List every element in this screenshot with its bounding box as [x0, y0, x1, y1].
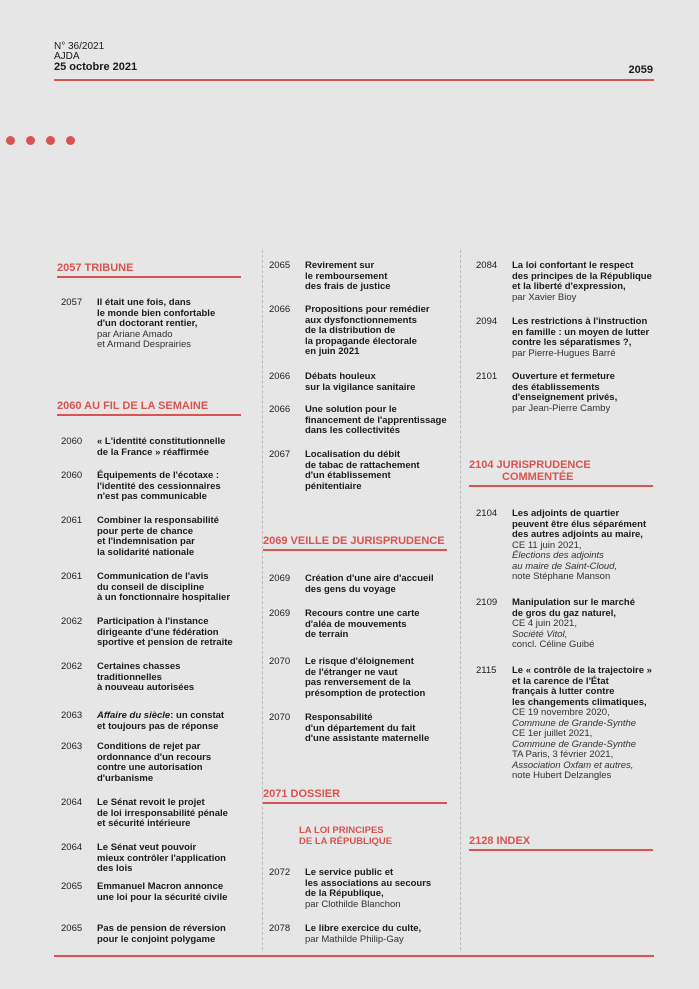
entry-author-line: par Jean-Pierre Camby [512, 402, 611, 414]
entry-title-line: Le libre exercice du culte, [305, 923, 422, 934]
entry-title-line: d'une assistante maternelle [305, 733, 430, 744]
entry-page-number: 2062 [61, 661, 83, 672]
entry-title-line: des établissements [512, 381, 600, 393]
entry-title-line: le monde bien confortable [97, 307, 216, 319]
entry-page-number: 2104 [476, 508, 498, 519]
entry-title-line: et toujours pas de réponse [97, 720, 219, 732]
entry-title-line: des frais de justice [305, 281, 391, 292]
entry-page-number: 2094 [476, 316, 498, 327]
entry-page-number: 2115 [476, 665, 497, 676]
toc-entry[interactable] [61, 711, 251, 732]
toc-entry[interactable] [61, 662, 251, 694]
entry-title-line: Les restrictions à l'instruction [512, 316, 648, 327]
entry-title-line: Le « contrôle de la trajectoire » [512, 665, 652, 676]
page-header [54, 42, 137, 72]
section-dossier[interactable]: 2071 DOSSIER [263, 788, 447, 804]
entry-body [97, 298, 251, 351]
entry-page-number: 2063 [61, 710, 83, 721]
toc-entry[interactable] [269, 713, 459, 745]
entry-body [97, 662, 251, 694]
entry-title-line: pour le conjoint polygame [97, 933, 216, 945]
toc-entry[interactable] [269, 261, 459, 293]
toc-entry[interactable] [61, 882, 251, 903]
entry-title-line: à nouveau autorisées [97, 682, 195, 693]
entry-title-line: d'un département du fait [305, 722, 416, 734]
entry-page-number: 2066 [269, 304, 291, 315]
entry-case-name: Élections des adjoints [512, 550, 604, 561]
entry-title-line: d'un doctorant rentier, [97, 318, 198, 329]
entry-title-line: d'aléa de mouvements [305, 618, 407, 630]
entry-page-number: 2072 [269, 867, 291, 878]
entry-body [97, 711, 251, 732]
toc-entry[interactable] [61, 298, 251, 351]
entry-page-number: 2084 [476, 260, 498, 271]
entry-title-line: Pas de pension de réversion [97, 923, 226, 934]
entry-body [97, 798, 251, 830]
top-rule [54, 79, 654, 81]
entry-page-number: 2066 [269, 404, 291, 415]
entry-title-line: Ouverture et fermeture [512, 371, 615, 382]
entry-title-line: et la liberté d'expression, [512, 281, 626, 292]
decorative-dots [6, 136, 75, 145]
entry-title-line: mieux contrôler l'application [97, 852, 226, 864]
entry-author-line: par Mathilde Philip-Gay [305, 933, 404, 945]
entry-page-number: 2065 [61, 881, 83, 892]
toc-entry[interactable] [476, 317, 666, 359]
entry-body [305, 261, 459, 293]
entry-title-line: le remboursement [305, 270, 388, 282]
entry-title-line: français à lutter contre [512, 686, 615, 697]
section-semaine[interactable]: 2060 AU FIL DE LA SEMAINE [57, 400, 241, 416]
toc-entry[interactable] [269, 657, 459, 699]
entry-author-line: par Clothilde Blanchon [305, 898, 401, 910]
entry-title-line: Une solution pour le [305, 404, 397, 415]
entry-title-line: Emmanuel Macron annonce [97, 881, 224, 892]
journal-name: AJDA [54, 51, 80, 62]
entry-body [97, 882, 251, 903]
entry-page-number: 2101 [476, 371, 498, 382]
entry-page-number: 2064 [61, 842, 83, 853]
entry-title-line: pour perte de chance [97, 525, 194, 537]
entry-body [512, 666, 666, 782]
entry-page-number: 2070 [269, 712, 291, 723]
entry-title-line: en famille : un moyen de lutter [512, 326, 650, 338]
dot-icon [6, 136, 15, 145]
entry-title-line: Il était une fois, dans [97, 297, 191, 308]
entry-page-number: 2062 [61, 616, 83, 627]
entry-page-number: 2078 [269, 923, 291, 934]
entry-body [97, 742, 251, 784]
section-jurisprudence-line1: 2104 JURISPRUDENCE [469, 459, 591, 471]
toc-entry[interactable] [61, 742, 251, 784]
entry-title-line: Participation à l'instance [97, 616, 209, 627]
entry-title-line: des gens du voyage [305, 583, 396, 595]
entry-title-line: sportive et pension de retraite [97, 637, 233, 648]
toc-entry[interactable] [269, 405, 459, 437]
entry-page-number: 2064 [61, 797, 83, 808]
toc-entry[interactable] [476, 509, 666, 583]
section-index[interactable]: 2128 INDEX [469, 835, 653, 851]
entry-author-line: note Stéphane Manson [512, 571, 611, 582]
entry-title-line: en juin 2021 [305, 346, 360, 357]
entry-body [97, 843, 251, 875]
entry-author-line: par Xavier Bioy [512, 291, 577, 303]
entry-title-line: « L'identité constitutionnelle [97, 436, 226, 447]
entry-author-line: CE 4 juin 2021, [512, 618, 577, 629]
entry-title-line: Le risque d'éloignement [305, 656, 414, 667]
toc-entry[interactable] [269, 372, 459, 393]
entry-author-line: CE 1er juillet 2021, [512, 728, 593, 739]
toc-entry[interactable] [61, 617, 251, 649]
entry-title-line: la propagande électorale [305, 335, 417, 347]
entry-title-line: une loi pour la sécurité civile [97, 891, 228, 903]
entry-title-line: Recours contre une carte [305, 608, 420, 619]
entry-page-number: 2065 [269, 260, 291, 271]
entry-body [305, 924, 459, 945]
entry-title-line: et la carence de l'État [512, 675, 609, 687]
section-tribune[interactable]: 2057 TRIBUNE [57, 262, 241, 278]
page-number: 2059 [628, 64, 653, 76]
entry-title-line: des lois [97, 863, 133, 874]
entry-author-line: par Pierre-Hugues Barré [512, 347, 616, 359]
entry-title-line: l'identité des cessionnaires [97, 480, 221, 492]
toc-entry[interactable] [269, 574, 459, 595]
entry-page-number: 2069 [269, 608, 291, 619]
entry-page-number: 2063 [61, 741, 83, 752]
entry-page-number: 2061 [61, 515, 83, 526]
entry-body [97, 516, 251, 558]
entry-body [305, 450, 459, 492]
entry-title-line: n'est pas communicable [97, 491, 207, 502]
dossier-subtitle-line: DE LA RÉPUBLIQUE [299, 836, 393, 847]
toc-entry[interactable] [61, 437, 251, 458]
entry-body [97, 471, 251, 503]
entry-author-line: et Armand Desprairies [97, 339, 191, 350]
entry-author-line: par Ariane Amado [97, 328, 173, 340]
entry-body [512, 598, 666, 651]
entry-body [97, 572, 251, 604]
entry-title-line: Combiner la responsabilité [97, 515, 219, 526]
entry-title-line: ordonnance d'un recours [97, 751, 212, 763]
entry-title-line: Création d'une aire d'accueil [305, 573, 434, 584]
entry-author-line: CE 11 juin 2021, [512, 539, 582, 551]
entry-title-line: à un fonctionnaire hospitalier [97, 592, 231, 603]
entry-page-number: 2069 [269, 573, 291, 584]
entry-body [97, 437, 251, 458]
section-veille[interactable]: 2069 VEILLE DE JURISPRUDENCE [263, 535, 447, 551]
dot-icon [66, 136, 75, 145]
entry-body [305, 405, 459, 437]
entry-title-line: Communication de l'avis [97, 571, 209, 582]
entry-body [512, 261, 666, 303]
entry-title-line: dans les collectivités [305, 425, 401, 436]
entry-body [512, 509, 666, 583]
entry-title-line: Revirement sur [305, 260, 375, 271]
toc-entry[interactable] [61, 843, 251, 875]
entry-body [97, 924, 251, 945]
entry-title-line: de tabac de rattachement [305, 459, 420, 471]
entry-body [305, 574, 459, 595]
toc-entry[interactable] [476, 598, 666, 651]
entry-title-line: et sécurité intérieure [97, 818, 191, 829]
entry-title-line: présomption de protection [305, 687, 426, 699]
entry-title-line: traditionnelles [97, 671, 162, 683]
toc-entry[interactable] [269, 450, 459, 492]
toc-entry[interactable] [269, 868, 459, 910]
entry-title-line: Équipements de l'écotaxe : [97, 470, 220, 481]
entry-author-line: note Hubert Delzangles [512, 770, 612, 781]
entry-title-line: La loi confortant le respect [512, 260, 634, 271]
entry-title-line: de terrain [305, 629, 349, 640]
entry-title-line: financement de l'apprentissage [305, 414, 447, 426]
entry-title-line: Le Sénat revoit le projet [97, 797, 205, 808]
entry-title-line: et l'indemnisation par [97, 536, 195, 547]
entry-title-line: des principes de la République [512, 270, 652, 282]
entry-title-line: Propositions pour remédier [305, 304, 430, 315]
entry-title-line: la solidarité nationale [97, 546, 195, 558]
entry-title-line: sur la vigilance sanitaire [305, 381, 416, 393]
bottom-rule [54, 955, 654, 957]
toc-entry[interactable] [61, 924, 251, 945]
entry-title-line: Conditions de rejet par [97, 741, 201, 752]
entry-page-number: 2060 [61, 470, 83, 481]
entry-title-line: les changements climatiques, [512, 696, 647, 708]
entry-page-number: 2067 [269, 449, 291, 460]
issue-date: 25 octobre 2021 [54, 61, 138, 73]
entry-body [305, 868, 459, 910]
toc-entry[interactable] [269, 609, 459, 641]
entry-title-line: peuvent être élus séparément [512, 518, 647, 530]
entry-body [512, 317, 666, 359]
entry-body [512, 372, 666, 414]
entry-page-number: 2066 [269, 371, 291, 382]
entry-title-line: Les adjoints de quartier [512, 508, 620, 519]
issue-number: N° 36/2021 [54, 41, 105, 52]
entry-page-number: 2065 [61, 923, 83, 934]
entry-body [305, 305, 459, 358]
entry-title-line: Le Sénat veut pouvoir [97, 842, 197, 853]
entry-title-line: de loi irresponsabilité pénale [97, 807, 228, 819]
dot-icon [26, 136, 35, 145]
entry-title-rest: : un constat [170, 710, 225, 721]
entry-case-name: Commune de Grande-Synthe [512, 717, 637, 729]
entry-page-number: 2061 [61, 571, 83, 582]
entry-title-line: Manipulation sur le marché [512, 597, 635, 608]
entry-title-line: d'un établissement [305, 470, 391, 481]
entry-body [305, 372, 459, 393]
entry-title-line: les associations au secours [305, 877, 432, 889]
entry-title-line: pas renversement de la [305, 677, 411, 688]
section-jurisprudence-line2: COMMENTÉE [502, 471, 574, 483]
entry-body [305, 713, 459, 745]
dot-icon [46, 136, 55, 145]
entry-title-line: aux dysfonctionnements [305, 314, 417, 326]
entry-title-line: de l'étranger ne vaut [305, 666, 398, 678]
entry-title-line: Localisation du débit [305, 449, 401, 460]
entry-title-line: Responsabilité [305, 712, 373, 723]
entry-title-line: d'urbanisme [97, 772, 154, 784]
entry-case-name: au maire de Saint-Cloud, [512, 560, 618, 572]
entry-title-line: contre les séparatismes ?, [512, 337, 632, 348]
entry-title-line: Débats houleux [305, 371, 376, 382]
dossier-subtitle-line: LA LOI PRINCIPES [299, 825, 384, 836]
entry-author-line: concl. Céline Guibé [512, 639, 595, 650]
toc-entry[interactable] [61, 471, 251, 503]
entry-title-line: de la distribution de [305, 325, 396, 336]
column-divider [262, 250, 264, 950]
entry-body [305, 609, 459, 641]
entry-case-name: Société Vitol, [512, 628, 568, 640]
entry-page-number: 2070 [269, 656, 291, 667]
entry-title-line: d'enseignement privés, [512, 392, 618, 403]
entry-page-number: 2109 [476, 597, 498, 608]
toc-entry[interactable] [269, 924, 459, 945]
entry-page-number: 2057 [61, 297, 83, 308]
entry-title-line: de gros du gaz naturel, [512, 607, 616, 619]
entry-author-line: CE 19 novembre 2020, [512, 707, 610, 718]
entry-title-line: Certaines chasses [97, 661, 181, 672]
column-divider [460, 250, 462, 950]
entry-title-line [97, 711, 251, 722]
entry-body [97, 617, 251, 649]
entry-page-number: 2060 [61, 436, 83, 447]
entry-title-line: dirigeante d'une fédération [97, 626, 219, 638]
entry-title-line: contre une autorisation [97, 762, 203, 773]
toc-entry[interactable] [61, 572, 251, 604]
entry-case-name: Commune de Grande-Synthe [512, 738, 637, 750]
entry-title-line: du conseil de discipline [97, 581, 205, 593]
toc-entry[interactable] [476, 666, 666, 782]
entry-title-line: Le service public et [305, 867, 394, 878]
entry-body [305, 657, 459, 699]
toc-entry[interactable] [476, 261, 666, 303]
entry-title-line: pénitentiaire [305, 480, 362, 492]
entry-title-line: de la France » réaffirmée [97, 446, 209, 458]
toc-entry[interactable] [61, 516, 251, 558]
entry-author-line: TA Paris, 3 février 2021, [512, 749, 614, 760]
entry-title-line: de la République, [305, 888, 384, 899]
entry-case-name: Association Oxfam et autres, [512, 759, 634, 771]
toc-entry[interactable] [61, 798, 251, 830]
dossier-subtitle [299, 825, 392, 847]
toc-entry[interactable] [476, 372, 666, 414]
entry-title-line: des autres adjoints au maire, [512, 529, 643, 540]
toc-entry[interactable] [269, 305, 459, 358]
entry-title-italic: Affaire du siècle [97, 710, 171, 721]
section-jurisprudence[interactable] [469, 459, 653, 487]
